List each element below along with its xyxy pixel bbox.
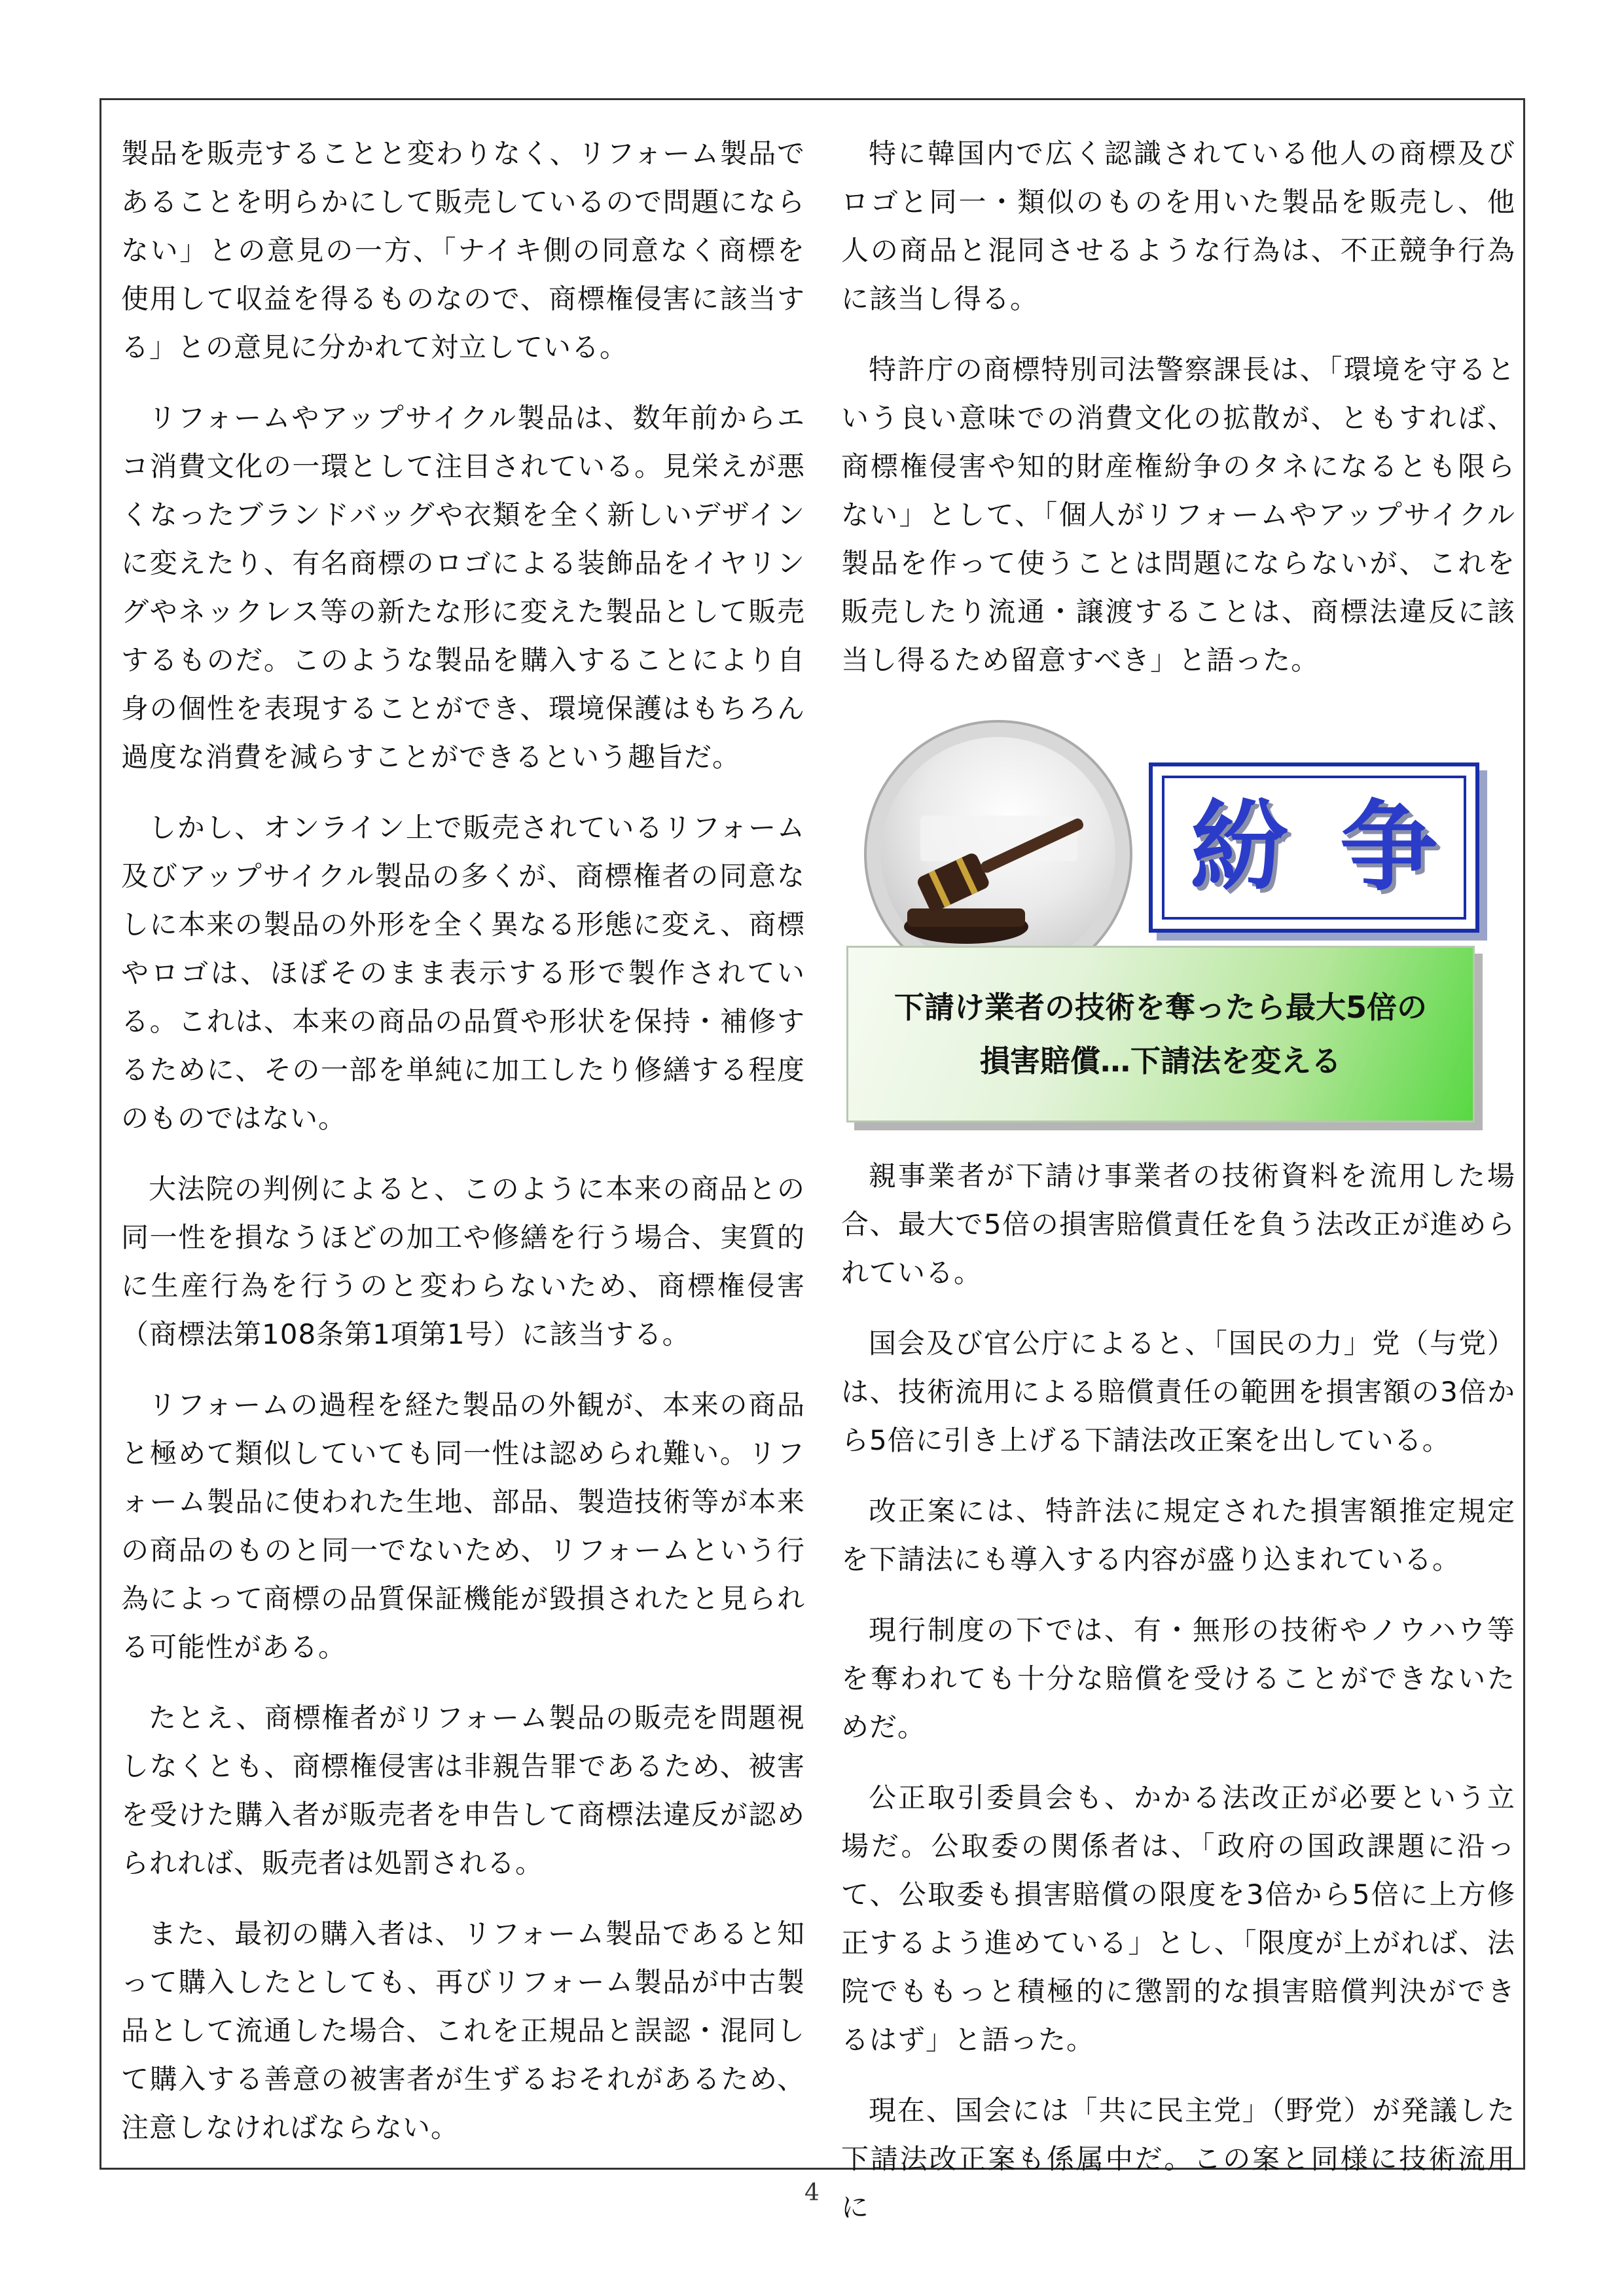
gavel-icon	[881, 737, 1115, 971]
headline-line: 下請け業者の技術を奪ったら最大5倍の	[893, 990, 1427, 1025]
page-frame	[99, 98, 1525, 2223]
article-paragraph: また、最初の購入者は、リフォーム製品であると知って購入したとしても、再びリフォーム製品が中古製品として流通した場合、これを正規品と誤認・混同して購入する善意の被害者が生ずるおそれがあるため、注意しなければならない。	[121, 1918, 805, 2144]
article-paragraph: 特に韓国内で広く認識されている他人の商標及びロゴと同一・類似のものを用いた製品を販売し、他人の商品と混同させるような行為は、不正競争行為に該当し得る。	[841, 137, 1515, 315]
article-paragraph: リフォームやアップサイクル製品は、数年前からエコ消費文化の一環として注目されている。見栄えが悪くなったブランドバッグや衣類を全く新しいデザインに変えたり、有名商標のロゴによる装飾品をイヤリングやネックレス等の新たな形に変えた製品として販売するものだ。このような製品を購入することにより自身の個性を表現することができ、環境保護はもちろん過度な消費を減らすことができるという趣旨だ。	[121, 402, 805, 773]
headline-line: 損害賠償…下請法を変える	[980, 1043, 1341, 1079]
article-paragraph: 親事業者が下請け事業者の技術資料を流用した場合、最大で5倍の損害賠償責任を負う法改正が進められている。	[841, 1160, 1515, 1289]
article-paragraph: しかし、オンライン上で販売されているリフォーム及びアップサイクル製品の多くが、商標権者の同意なしに本来の製品の外形を全く異なる形態に変え、商標やロゴは、ほぼそのまま表示する形で製作されている。これは、本来の商品の品質や形状を保持・補修するために、その一部を単純に加工したり修繕する程度のものではない。	[121, 812, 805, 1134]
section-title-char: 争	[1339, 791, 1438, 905]
article-paragraph: 特許庁の商標特別司法警察課長は、「環境を守るという良い意味での消費文化の拡散が、ともすれば、商標権侵害や知的財産権紛争のタネになるとも限らない」として、「個人がリフォームやアップサイクル製品を作って使うことは問題にならないが、これを販売したり流通・譲渡することは、商標法違反に該当し得るため留意すべき」と語った。	[841, 353, 1515, 676]
left-column	[121, 130, 805, 2174]
article-paragraph: たとえ、商標権者がリフォーム製品の販売を問題視しなくとも、商標権侵害は非親告罪であるため、被害を受けた購入者が販売者を申告して商標法違反が認められれば、販売者は処罰される。	[121, 1702, 805, 1879]
article-paragraph: リフォームの過程を経た製品の外観が、本来の商品と極めて類似していても同一性は認められ難い。リフォーム製品に使われた生地、部品、製造技術等が本来の商品のものと同一でないため、リフォームという行為によって商標の品質保証機能が毀損されたと見られる可能性がある。	[121, 1389, 805, 1663]
right-column	[841, 130, 1515, 2254]
section-title-char: 紛	[1190, 791, 1289, 905]
article-paragraph: 国会及び官公庁によると、「国民の力」党（与党）は、技術流用による賠償責任の範囲を損害額の3倍から5倍に引き上げる下請法改正案を出している。	[841, 1327, 1515, 1456]
page-number: 4	[804, 2179, 820, 2206]
article-paragraph: 現行制度の下では、有・無形の技術やノウハウ等を奪われても十分な賠償を受けることができないためだ。	[841, 1614, 1515, 1743]
article-headline	[846, 946, 1475, 1122]
article-paragraph: 現在、国会には「共に民主党」（野党）が発議した下請法改正案も係属中だ。この案と同様に技術流用に	[841, 2094, 1515, 2223]
section-title-box	[1149, 762, 1479, 933]
article-paragraph: 公正取引委員会も、かかる法改正が必要という立場だ。公取委の関係者は、「政府の国政課題に沿って、公取委も損害賠償の限度を3倍から5倍に上方修正するよう進めている」とし、「限度が上がれば、法院でももっと積極的に懲罰的な損害賠償判決ができるはず」と語った。	[841, 1782, 1515, 2056]
article-paragraph: 改正案には、特許法に規定された損害額推定規定を下請法にも導入する内容が盛り込まれている。	[841, 1495, 1515, 1575]
article-paragraph: 大法院の判例によると、このように本来の商品との同一性を損なうほどの加工や修繕を行う場合、実質的に生産行為を行うのと変わらないため、商標権侵害（商標法第108条第1項第1号）に該当する。	[121, 1173, 805, 1350]
section-banner	[841, 707, 1515, 1139]
article-paragraph: 製品を販売することと変わりなく、リフォーム製品であることを明らかにして販売しているので問題にならない」との意見の一方、「ナイキ側の同意なく商標を使用して収益を得るものなので、商標権侵害に該当する」との意見に分かれて対立している。	[121, 137, 805, 363]
